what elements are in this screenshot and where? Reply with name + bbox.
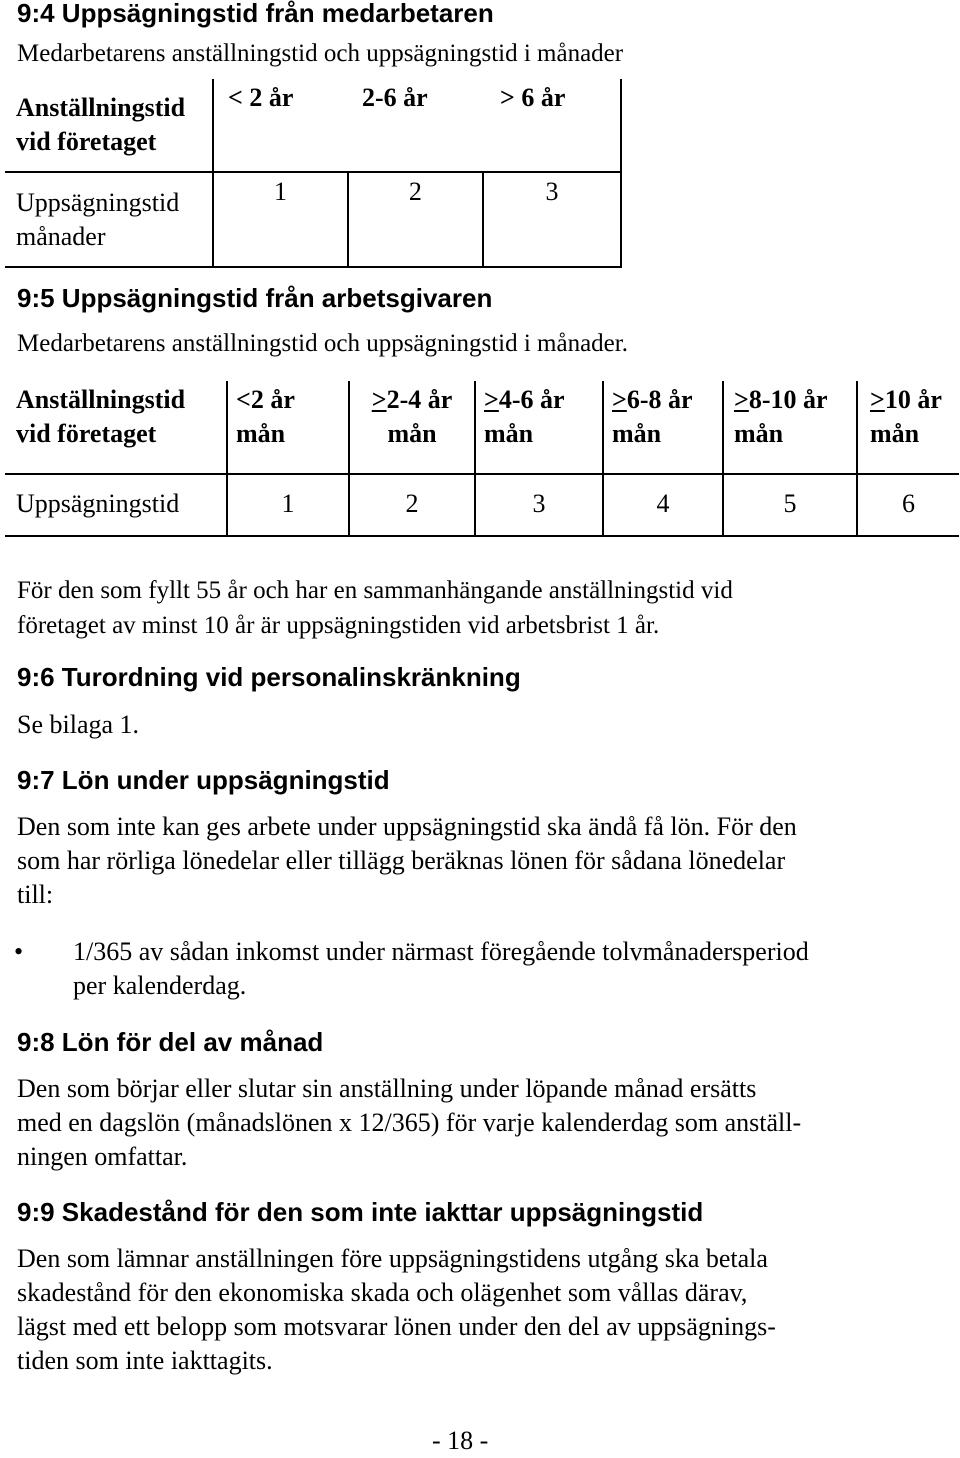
- header-range: [724, 383, 856, 417]
- body-line: Den som lämnar anställningen före uppsägningstidens utgång ska betala: [17, 1244, 768, 1273]
- header-range: <2 år: [236, 385, 295, 414]
- ge-symbol: >: [371, 385, 387, 414]
- table-value-cell: 2: [349, 474, 475, 536]
- table-bottom-rule: [5, 535, 959, 537]
- label-line: Anställningstid: [16, 385, 186, 414]
- body-line: tiden som inte iakttagits.: [17, 1346, 273, 1375]
- table-value-cell: 5: [723, 474, 857, 536]
- header-range-text: 4-6 år: [498, 385, 565, 414]
- section-body-9-9: [17, 1242, 776, 1378]
- section-caption-9-4: Medarbetarens anställningstid och uppsägningstid i månader: [17, 40, 624, 67]
- section-heading-9-9: 9:9 Skadestånd för den som inte iakttar uppsägningstid: [17, 1197, 704, 1227]
- bullet-line: 1/365 av sådan inkomst under närmast föregående tolvmånadersperiod: [73, 937, 809, 966]
- table-header-cell: [723, 381, 857, 474]
- notice-table-employer: [5, 381, 959, 536]
- table-value-cell: 2: [348, 172, 483, 267]
- section-heading-9-5: 9:5 Uppsägningstid från arbetsgivaren: [17, 283, 493, 313]
- table-value-cell: 3: [483, 172, 621, 267]
- table-header-cell: [475, 381, 603, 474]
- table-header-group: [213, 79, 621, 172]
- table-value-cell: 4: [603, 474, 723, 536]
- label-line: Uppsägningstid: [16, 188, 180, 217]
- senior-employee-note: [17, 573, 733, 643]
- section-heading-9-6: 9:6 Turordning vid personalinskränkning: [17, 662, 521, 692]
- body-line: med en dagslön (månadslönen x 12/365) för varje kalenderdag som anställ-: [17, 1108, 802, 1137]
- header-unit: mån: [387, 419, 437, 448]
- note-line: För den som fyllt 55 år och har en sammanhängande anställningstid vid: [17, 577, 733, 604]
- table-value-cell: 6: [857, 474, 959, 536]
- body-line: Den som börjar eller slutar sin anställning under löpande månad ersätts: [17, 1074, 757, 1103]
- table-label-cell: [5, 172, 213, 267]
- notice-table-employee: [5, 79, 622, 267]
- table-header-cell: < 2 år: [228, 83, 294, 112]
- body-line: till:: [17, 880, 54, 909]
- header-unit: mån: [612, 419, 662, 448]
- header-range: [476, 383, 602, 417]
- header-range-text: 6-8 år: [626, 385, 693, 414]
- section-body-9-7: [17, 810, 797, 912]
- section-caption-9-5: Medarbetarens anställningstid och uppsägningstid i månader.: [17, 330, 628, 357]
- header-range: [350, 383, 474, 417]
- bullet-item: [73, 935, 809, 1003]
- section-body-9-8: [17, 1072, 801, 1174]
- section-heading-9-7: 9:7 Lön under uppsägningstid: [17, 765, 390, 795]
- section-heading-9-8: 9:8 Lön för del av månad: [17, 1027, 324, 1057]
- header-range-text: 10 år: [884, 385, 942, 414]
- bullet-line: per kalenderdag.: [73, 971, 247, 1000]
- ge-symbol: >: [870, 385, 885, 414]
- label-line: vid företaget: [16, 419, 157, 448]
- label-line: månader: [16, 222, 106, 251]
- note-line: företaget av minst 10 år är uppsägningstiden vid arbetsbrist 1 år.: [17, 612, 660, 639]
- header-range: [858, 383, 959, 417]
- page-number: - 18 -: [432, 1426, 489, 1455]
- table-bottom-rule: [5, 266, 622, 268]
- table-header-cell: [227, 381, 349, 474]
- header-range: [604, 383, 722, 417]
- body-line: ningen omfattar.: [17, 1142, 188, 1171]
- table-header-cell: [603, 381, 723, 474]
- header-unit: mån: [870, 419, 920, 448]
- label-line: Anställningstid: [16, 93, 186, 122]
- body-line: skadestånd för den ekonomiska skada och olägenhet som vållas därav,: [17, 1278, 748, 1307]
- table-header-cell: [857, 381, 959, 474]
- table-header-cell: [349, 381, 475, 474]
- table-label-cell: [5, 79, 213, 172]
- table-value-cell: 1: [227, 474, 349, 536]
- body-line: Den som inte kan ges arbete under uppsägningstid ska ändå få lön. För den: [17, 812, 797, 841]
- ge-symbol: >: [734, 385, 749, 414]
- header-unit: mån: [734, 419, 784, 448]
- table-label-cell: [5, 381, 227, 474]
- bullet-marker: •: [14, 937, 24, 966]
- table-value-cell: 1: [213, 172, 348, 267]
- table-label-cell: Uppsägningstid: [5, 474, 227, 536]
- section-text-9-6: Se bilaga 1.: [17, 710, 140, 739]
- table-value-cell: 3: [475, 474, 603, 536]
- section-heading-9-4: 9:4 Uppsägningstid från medarbetaren: [17, 0, 494, 28]
- table-header-cell: > 6 år: [500, 83, 566, 112]
- ge-symbol: >: [612, 385, 627, 414]
- header-unit: mån: [484, 419, 534, 448]
- ge-symbol: >: [484, 385, 499, 414]
- table-header-cell: 2-6 år: [362, 83, 428, 112]
- label-line: vid företaget: [16, 127, 157, 156]
- header-range-text: 2-4 år: [386, 385, 453, 414]
- body-line: som har rörliga lönedelar eller tillägg beräknas lönen för sådana lönedelar: [17, 846, 786, 875]
- header-unit: mån: [236, 419, 286, 448]
- header-range-text: 8-10 år: [748, 385, 828, 414]
- body-line: lägst med ett belopp som motsvarar lönen under den del av uppsägnings-: [17, 1312, 776, 1341]
